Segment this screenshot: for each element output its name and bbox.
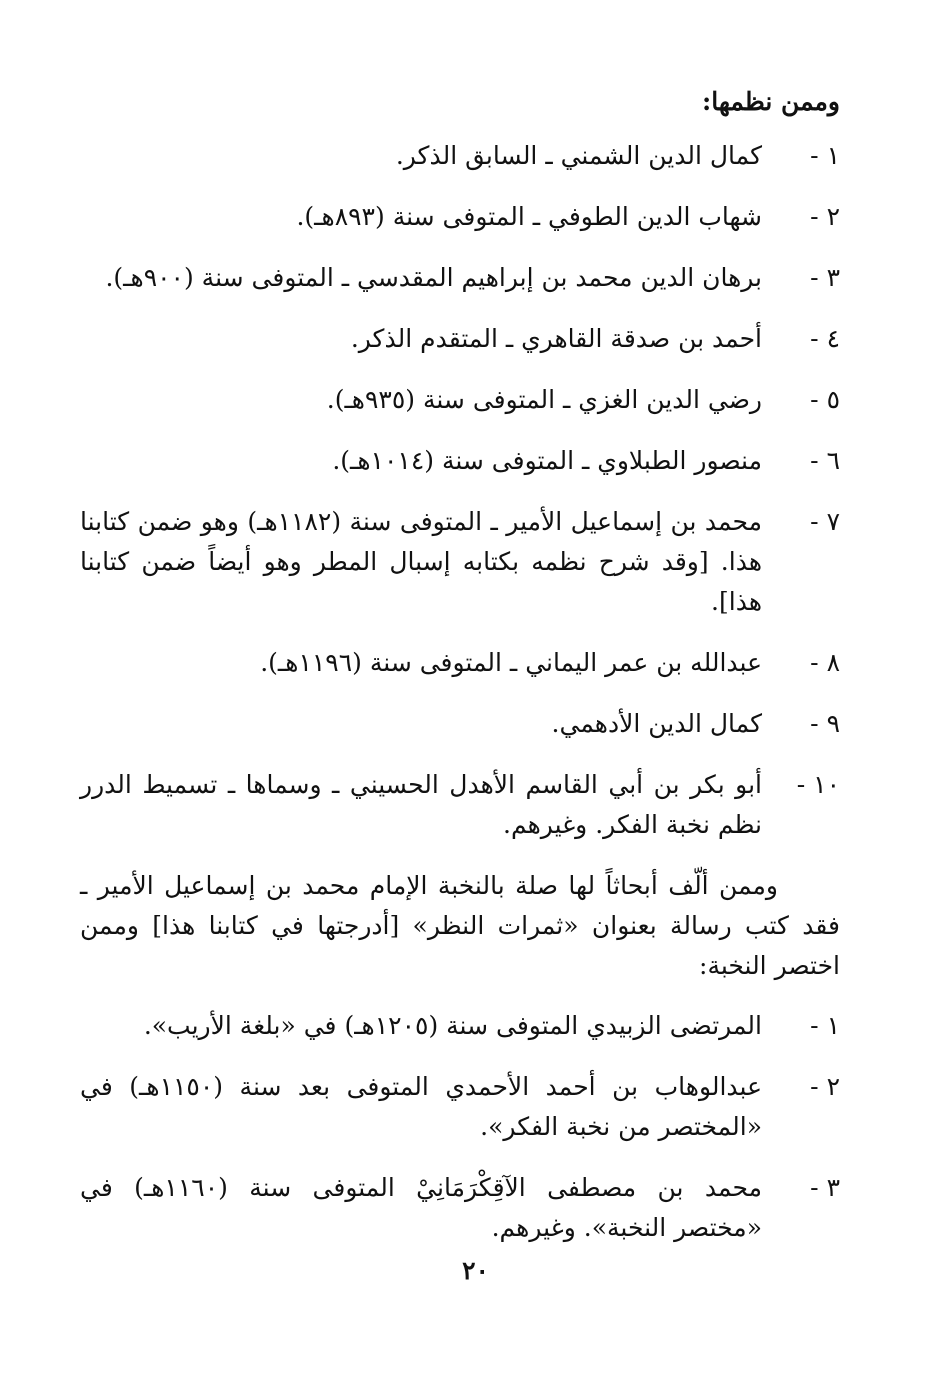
item-text: محمد بن مصطفى الآقِكْرَمَانِيْ المتوفى سنة (١١٦٠هـ) في «مختصر النخبة». وغيرهم. [80, 1173, 762, 1242]
item-text: عبدالله بن عمر اليماني ـ المتوفى سنة (١١٩٦هـ). [260, 648, 762, 677]
item-number: ٧ - [810, 507, 840, 536]
item-number: ٣ - [810, 1173, 840, 1202]
item-number: ٢ - [810, 202, 840, 231]
list-item [80, 319, 840, 359]
list-item [80, 441, 840, 481]
item-text: برهان الدين محمد بن إبراهيم المقدسي ـ المتوفى سنة (٩٠٠هـ). [105, 263, 762, 292]
list-item [80, 643, 840, 683]
item-number: ٢ - [810, 1072, 840, 1101]
item-number: ٤ - [810, 324, 840, 353]
item-number: ٦ - [810, 446, 840, 475]
body-paragraph: وممن ألّف أبحاثاً لها صلة بالنخبة الإمام محمد بن إسماعيل الأمير ـ فقد كتب رسالة بعنوان «ثمرات النظر» [أدرجتها في كتابنا هذا] وممن اختصر النخبة: [80, 871, 840, 980]
item-number: ١ - [810, 141, 840, 170]
page-body [80, 82, 840, 1269]
item-text: أبو بكر بن أبي القاسم الأهدل الحسيني ـ وسماها ـ تسميط الدرر نظم نخبة الفكر. وغيرهم. [80, 770, 762, 839]
item-number: ١٠ - [796, 770, 840, 799]
section-heading: وممن نظمها: [702, 87, 840, 116]
list-item [80, 258, 840, 298]
item-text: عبدالوهاب بن أحمد الأحمدي المتوفى بعد سنة (١١٥٠هـ) في «المختصر من نخبة الفكر». [80, 1072, 763, 1141]
item-text: كمال الدين الأدهمي. [551, 709, 762, 738]
item-text: رضي الدين الغزي ـ المتوفى سنة (٩٣٥هـ). [326, 385, 762, 414]
item-number: ١ - [810, 1011, 840, 1040]
list-item [80, 197, 840, 237]
item-text: كمال الدين الشمني ـ السابق الذكر. [395, 141, 762, 170]
item-number: ٣ - [810, 263, 840, 292]
page-number: ٢٠ [462, 1256, 489, 1285]
item-text: المرتضى الزبيدي المتوفى سنة (١٢٠٥هـ) في «بلغة الأريب». [143, 1011, 762, 1040]
item-text: منصور الطبلاوي ـ المتوفى سنة (١٠١٤هـ). [332, 446, 762, 475]
item-text: أحمد بن صدقة القاهري ـ المتقدم الذكر. [350, 324, 762, 353]
list-item [80, 380, 840, 420]
list-item [80, 1168, 840, 1248]
item-number: ٩ - [810, 709, 840, 738]
list-item [80, 704, 840, 744]
list-item [80, 1067, 840, 1147]
item-text: محمد بن إسماعيل الأمير ـ المتوفى سنة (١١٨٢هـ) وهو ضمن كتابنا هذا. [وقد شرح نظمه بكتابه إسبال المطر وهو أيضاً ضمن كتابنا هذا]. [80, 507, 762, 616]
item-number: ٥ - [810, 385, 840, 414]
versifiers-list [80, 136, 840, 845]
list-item [80, 765, 840, 845]
list-item [80, 136, 840, 176]
abridgers-list [80, 1006, 840, 1248]
list-item [80, 1006, 840, 1046]
list-item [80, 502, 840, 622]
item-number: ٨ - [810, 648, 840, 677]
item-text: شهاب الدين الطوفي ـ المتوفى سنة (٨٩٣هـ). [296, 202, 762, 231]
